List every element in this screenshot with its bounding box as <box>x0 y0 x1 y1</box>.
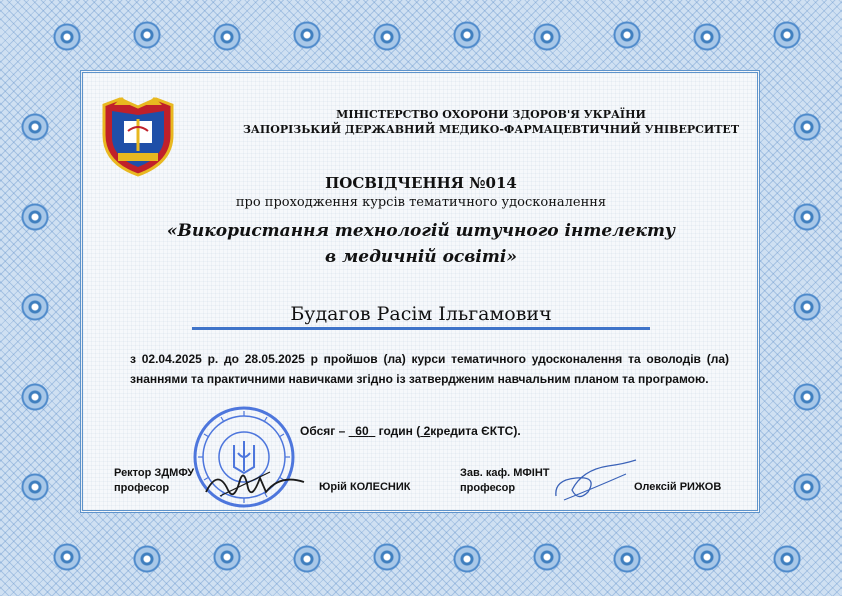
volume-prefix: Обсяг – <box>300 424 346 438</box>
course-title-line1: «Використання технологій штучного інтелекту <box>166 221 676 241</box>
volume-credits-label: кредита ЄКТС). <box>430 424 521 438</box>
volume-hours: 60 <box>355 424 369 438</box>
volume-credits: 2 <box>423 424 431 438</box>
head-of-department-name: Олексій РИЖОВ <box>634 481 722 493</box>
rector-name: Юрій КОЛЕСНИК <box>319 481 411 493</box>
name-underline <box>192 327 650 330</box>
completion-statement: з 02.04.2025 р. до 28.05.2025 р пройшов (ла) курси тематичного удосконалення та оволодів (ла) знаннями та практичними навичками згідно із затвердженим навчальним планом та програмою. <box>130 352 729 386</box>
course-title-line2: в медичній освіті» <box>325 247 517 267</box>
rector-signature-icon <box>200 462 310 504</box>
course-volume <box>300 424 521 438</box>
volume-hours-label: годин ( <box>378 424 421 438</box>
recipient-name: Будагов Расім Ільгамович <box>290 303 552 325</box>
university-emblem-icon <box>100 95 176 177</box>
university-name: ЗАПОРІЗЬКИЙ ДЕРЖАВНИЙ МЕДИКО-ФАРМАЦЕВТИЧНИЙ УНІВЕРСИТЕТ <box>243 123 739 136</box>
head-of-department-position: Зав. каф. МФІНТ професор <box>460 467 550 494</box>
issuer-header <box>196 107 786 137</box>
certificate-title: ПОСВІДЧЕННЯ №014 <box>325 174 517 192</box>
head-signature-icon <box>548 456 640 504</box>
certificate-subtitle: про проходження курсів тематичного удосконалення <box>235 195 607 210</box>
ministry-name: МІНІСТЕРСТВО ОХОРОНИ ЗДОРОВ'Я УКРАЇНИ <box>336 108 646 121</box>
rector-position: Ректор ЗДМФУ професор <box>114 467 195 494</box>
course-title <box>0 218 842 270</box>
